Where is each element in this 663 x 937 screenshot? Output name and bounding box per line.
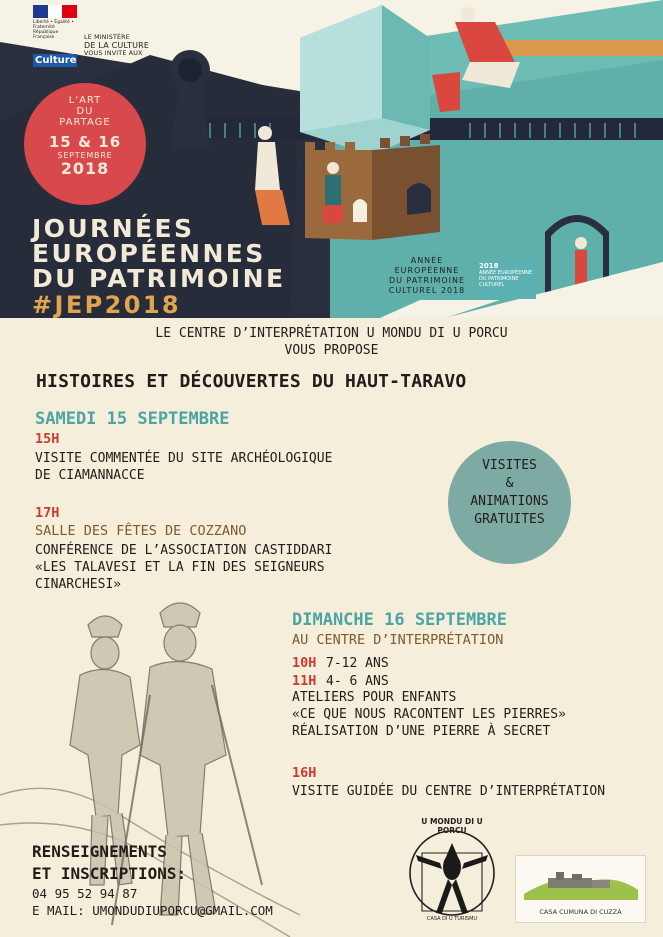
event-line: RÉALISATION D’UNE PIERRE À SECRET	[292, 724, 551, 739]
sunday-slot	[292, 670, 389, 690]
intro-line: VOUS PROPOSE	[284, 343, 379, 358]
eu-logo-line: CULTUREL	[479, 282, 505, 288]
porcu-logo-subtitle: CASA DI U TURISMU	[426, 916, 478, 922]
age-range: 7-12 ANS	[326, 656, 389, 671]
casa-cumuna-logo	[515, 855, 646, 923]
badge-year: 2018	[60, 159, 110, 178]
badge-line: DU	[76, 106, 94, 117]
badge-line: PARTAGE	[59, 117, 111, 128]
free-badge-line: ANIMATIONS	[470, 494, 549, 509]
free-badge-line: GRATUITES	[474, 512, 545, 527]
village-illustration	[516, 856, 645, 904]
header-banner	[0, 0, 663, 318]
badge-month: SEPTEMBRE	[57, 151, 113, 160]
eu-year-logo	[476, 259, 536, 299]
event-line: ATELIERS POUR ENFANTS	[292, 690, 457, 705]
ministere-line: VOUS INVITE AUX	[84, 50, 143, 57]
annee-europeenne-text	[382, 256, 472, 296]
event-line: CONFÉRENCE DE L’ASSOCIATION CASTIDDARI	[35, 543, 333, 558]
contact-email[interactable]: E MAIL: UMONDUDIUPORCU@GMAIL.COM	[32, 903, 273, 918]
sunday-slot	[292, 652, 389, 672]
free-badge-line: VISITES	[482, 458, 537, 473]
intro-line: LE CENTRE D’INTERPRÉTATION U MONDU DI U PORCU	[155, 326, 508, 341]
eu-logo-line: ANNÉE EUROPÉENNE	[479, 270, 533, 276]
jep-title-line: EUROPÉENNES	[32, 239, 266, 268]
main-title: HISTOIRES ET DÉCOUVERTES DU HAUT-TARAVO	[36, 371, 467, 392]
event-line: VISITE GUIDÉE DU CENTRE D’INTERPRÉTATION	[292, 784, 606, 799]
eu-logo-line: DU PATRIMOINE	[479, 276, 519, 282]
republique-francaise-logo	[33, 5, 79, 66]
ministere-line: LE MINISTÈRE	[84, 34, 130, 41]
eu-logo-line: 2018	[479, 262, 499, 270]
jep-title	[32, 216, 285, 319]
contact-block	[32, 841, 273, 919]
u-mondu-di-u-porcu-logo	[402, 815, 502, 927]
ministere-line: DE LA CULTURE	[84, 41, 150, 50]
contact-phone[interactable]: 04 95 52 94 87	[32, 886, 138, 901]
event-place: SALLE DES FÊTES DE COZZANO	[35, 523, 247, 539]
annee-line: DU PATRIMOINE	[388, 276, 466, 285]
free-visits-badge	[448, 441, 571, 564]
jep-title-line: DU PATRIMOINE	[32, 264, 286, 293]
annee-line: ANNÉE	[410, 256, 444, 265]
sunday-place: AU CENTRE D’INTERPRÉTATION	[292, 632, 504, 648]
casa-logo-text: CASA CUMUNA DI CUZZÀ	[539, 908, 622, 916]
event-time: 11H	[292, 673, 317, 689]
jep-hashtag: #JEP2018	[32, 291, 182, 319]
event-line: «CE QUE NOUS RACONTENT LES PIERRES»	[292, 707, 566, 722]
age-range: 4- 6 ANS	[326, 674, 389, 689]
annee-line: EUROPÉENNE	[394, 266, 460, 275]
badge-dates: 15 & 16	[48, 133, 122, 151]
saturday-heading: SAMEDI 15 SEPTEMBRE	[35, 409, 230, 429]
sunday-heading: DIMANCHE 16 SEPTEMBRE	[292, 610, 507, 630]
jep-title-line: JOURNÉES	[32, 214, 195, 243]
event-time: 17H	[35, 505, 60, 521]
event-line: CINARCHESI»	[35, 577, 122, 592]
porcu-logo-title: U MONDU DI U PORCU	[421, 817, 483, 835]
ministere-text	[84, 34, 149, 58]
event-description	[35, 450, 332, 484]
event-line: DE CIAMANNACCE	[35, 468, 145, 483]
workshop-description	[292, 689, 566, 740]
intro-text	[0, 325, 663, 359]
badge-line: L'ART	[68, 95, 102, 106]
gov-name: République Française	[33, 30, 59, 40]
event-time: 16H	[292, 765, 317, 781]
event-time: 15H	[35, 431, 60, 447]
contact-heading: RENSEIGNEMENTS	[32, 842, 167, 861]
event-line: «LES TALAVESI ET LA FIN DES SEIGNEURS	[35, 560, 325, 575]
gov-motto: Liberté • Égalité • Fraternité	[33, 20, 74, 30]
event-line: VISITE COMMENTÉE DU SITE ARCHÉOLOGIQUE	[35, 451, 333, 466]
culture-logo: Culture	[35, 55, 77, 66]
contact-heading: ET INSCRIPTIONS:	[32, 864, 187, 883]
free-badge-line: &	[505, 476, 514, 491]
event-time: 10H	[292, 655, 317, 671]
annee-line: CULTUREL 2018	[388, 286, 466, 295]
art-du-partage-badge	[24, 83, 146, 205]
